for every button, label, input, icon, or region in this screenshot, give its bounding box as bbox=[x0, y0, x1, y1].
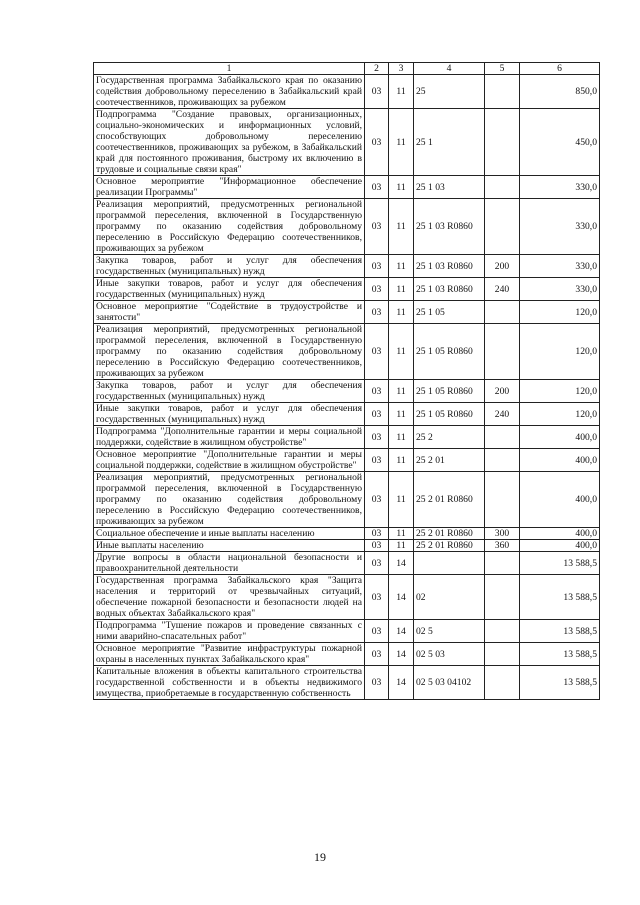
row-subsection-cell: 11 bbox=[389, 324, 414, 380]
row-name-cell: Иные выплаты населению bbox=[94, 540, 365, 552]
row-name-cell: Основное мероприятие "Содействие в трудоустройстве и занятости" bbox=[94, 301, 365, 324]
table-row bbox=[94, 199, 600, 255]
row-target-code-cell: 25 1 03 R0860 bbox=[414, 255, 485, 278]
row-subsection-cell: 11 bbox=[389, 403, 414, 426]
table-row bbox=[94, 255, 600, 278]
row-amount-cell: 13 588,5 bbox=[520, 620, 600, 643]
row-target-code-cell: 25 1 05 bbox=[414, 301, 485, 324]
row-expense-type-cell bbox=[485, 643, 520, 666]
row-target-code-cell: 25 2 bbox=[414, 426, 485, 449]
row-section-cell: 03 bbox=[365, 255, 389, 278]
row-target-code-cell: 25 2 01 bbox=[414, 449, 485, 472]
table-row bbox=[94, 176, 600, 199]
row-target-code-cell: 25 2 01 R0860 bbox=[414, 472, 485, 528]
row-name-cell: Подпрограмма "Дополнительные гарантии и меры социальной поддержки, содействие в жилищном обустройстве" bbox=[94, 426, 365, 449]
row-target-code-cell: 02 5 03 04102 bbox=[414, 666, 485, 700]
row-amount-cell: 400,0 bbox=[520, 426, 600, 449]
row-amount-cell: 13 588,5 bbox=[520, 643, 600, 666]
row-subsection-cell: 14 bbox=[389, 552, 414, 575]
row-subsection-cell: 11 bbox=[389, 109, 414, 176]
row-name-cell: Социальное обеспечение и иные выплаты населению bbox=[94, 528, 365, 540]
row-name-cell: Реализация мероприятий, предусмотренных региональной программой переселения, включенной в Государственную программу по оказанию содействия добровольному переселению в Российскую Федерацию соотечественников, проживающих за рубежом bbox=[94, 199, 365, 255]
budget-table bbox=[93, 62, 600, 700]
row-section-cell: 03 bbox=[365, 176, 389, 199]
row-subsection-cell: 11 bbox=[389, 255, 414, 278]
row-amount-cell: 330,0 bbox=[520, 176, 600, 199]
row-amount-cell: 330,0 bbox=[520, 255, 600, 278]
row-subsection-cell: 11 bbox=[389, 540, 414, 552]
row-amount-cell: 330,0 bbox=[520, 199, 600, 255]
row-section-cell: 03 bbox=[365, 528, 389, 540]
row-name-cell: Капитальные вложения в объекты капитального строительства государственной собственности и в объекты недвижимого имущества, приобретаемые в государственную собственность bbox=[94, 666, 365, 700]
row-name-cell: Основное мероприятие "Информационное обеспечение реализации Программы" bbox=[94, 176, 365, 199]
row-amount-cell: 13 588,5 bbox=[520, 666, 600, 700]
row-name-cell: Подпрограмма "Создание правовых, организационных, социально-экономических и информационных условий, способствующих добровольному переселению соотечественников, проживающих за рубежом, в Забайкальский край для постоянного проживания, быстрому их включению в трудовые и социальные связи края" bbox=[94, 109, 365, 176]
row-target-code-cell: 02 5 bbox=[414, 620, 485, 643]
row-section-cell: 03 bbox=[365, 75, 389, 109]
row-subsection-cell: 11 bbox=[389, 176, 414, 199]
table-row bbox=[94, 403, 600, 426]
row-expense-type-cell bbox=[485, 449, 520, 472]
page-number: 19 bbox=[314, 850, 326, 864]
row-target-code-cell: 25 1 05 R0860 bbox=[414, 380, 485, 403]
table-row bbox=[94, 301, 600, 324]
row-expense-type-cell: 300 bbox=[485, 528, 520, 540]
row-subsection-cell: 11 bbox=[389, 301, 414, 324]
row-section-cell: 03 bbox=[365, 199, 389, 255]
row-amount-cell: 13 588,5 bbox=[520, 575, 600, 620]
table-row bbox=[94, 575, 600, 620]
row-subsection-cell: 11 bbox=[389, 426, 414, 449]
table-row bbox=[94, 620, 600, 643]
row-section-cell: 03 bbox=[365, 109, 389, 176]
table-header-row bbox=[94, 63, 600, 75]
row-section-cell: 03 bbox=[365, 643, 389, 666]
table-row bbox=[94, 426, 600, 449]
header-cell: 2 bbox=[365, 63, 389, 75]
table-row bbox=[94, 643, 600, 666]
row-target-code-cell: 25 2 01 R0860 bbox=[414, 540, 485, 552]
table-row bbox=[94, 324, 600, 380]
header-cell: 4 bbox=[414, 63, 485, 75]
row-subsection-cell: 11 bbox=[389, 199, 414, 255]
row-section-cell: 03 bbox=[365, 575, 389, 620]
row-subsection-cell: 11 bbox=[389, 528, 414, 540]
row-subsection-cell: 14 bbox=[389, 643, 414, 666]
row-name-cell: Иные закупки товаров, работ и услуг для обеспечения государственных (муниципальных) нужд bbox=[94, 278, 365, 301]
row-expense-type-cell bbox=[485, 575, 520, 620]
row-target-code-cell: 02 5 03 bbox=[414, 643, 485, 666]
row-section-cell: 03 bbox=[365, 472, 389, 528]
row-subsection-cell: 11 bbox=[389, 449, 414, 472]
row-subsection-cell: 11 bbox=[389, 380, 414, 403]
row-name-cell: Государственная программа Забайкальского края "Защита населения и территорий от чрезвычайных ситуаций, обеспечение пожарной безопасности и безопасности людей на водных объектах Забайкальского края" bbox=[94, 575, 365, 620]
row-expense-type-cell bbox=[485, 426, 520, 449]
row-expense-type-cell bbox=[485, 301, 520, 324]
row-section-cell: 03 bbox=[365, 278, 389, 301]
table-row bbox=[94, 552, 600, 575]
header-cell: 1 bbox=[94, 63, 365, 75]
row-amount-cell: 120,0 bbox=[520, 380, 600, 403]
row-name-cell: Закупка товаров, работ и услуг для обеспечения государственных (муниципальных) нужд bbox=[94, 380, 365, 403]
header-cell: 3 bbox=[389, 63, 414, 75]
table-row bbox=[94, 75, 600, 109]
row-expense-type-cell bbox=[485, 472, 520, 528]
row-amount-cell: 120,0 bbox=[520, 403, 600, 426]
row-name-cell: Основное мероприятие "Развитие инфраструктуры пожарной охраны в населенных пунктах Забайкальского края" bbox=[94, 643, 365, 666]
row-amount-cell: 400,0 bbox=[520, 472, 600, 528]
row-name-cell: Государственная программа Забайкальского края по оказанию содействия добровольному переселению в Забайкальский край соотечественников, проживающих за рубежом bbox=[94, 75, 365, 109]
row-expense-type-cell bbox=[485, 620, 520, 643]
row-amount-cell: 450,0 bbox=[520, 109, 600, 176]
row-name-cell: Иные закупки товаров, работ и услуг для обеспечения государственных (муниципальных) нужд bbox=[94, 403, 365, 426]
row-name-cell: Реализация мероприятий, предусмотренных региональной программой переселения, включенной в Государственную программу по оказанию содействия добровольному переселению в Российскую Федерацию соотечественников, проживающих за рубежом bbox=[94, 472, 365, 528]
row-subsection-cell: 11 bbox=[389, 75, 414, 109]
row-subsection-cell: 14 bbox=[389, 620, 414, 643]
row-target-code-cell: 25 1 03 R0860 bbox=[414, 278, 485, 301]
row-expense-type-cell bbox=[485, 176, 520, 199]
row-section-cell: 03 bbox=[365, 426, 389, 449]
row-section-cell: 03 bbox=[365, 380, 389, 403]
row-name-cell: Закупка товаров, работ и услуг для обеспечения государственных (муниципальных) нужд bbox=[94, 255, 365, 278]
table-row bbox=[94, 278, 600, 301]
row-name-cell: Подпрограмма "Тушение пожаров и проведение связанных с ними аварийно-спасательных работ" bbox=[94, 620, 365, 643]
header-cell: 6 bbox=[520, 63, 600, 75]
row-expense-type-cell: 240 bbox=[485, 278, 520, 301]
row-section-cell: 03 bbox=[365, 301, 389, 324]
row-section-cell: 03 bbox=[365, 324, 389, 380]
row-section-cell: 03 bbox=[365, 403, 389, 426]
row-amount-cell: 120,0 bbox=[520, 301, 600, 324]
row-name-cell: Реализация мероприятий, предусмотренных региональной программой переселения, включенной в Государственную программу по оказанию содействия добровольному переселению в Российскую Федерацию соотечественников, проживающих за рубежом bbox=[94, 324, 365, 380]
row-section-cell: 03 bbox=[365, 449, 389, 472]
table-row bbox=[94, 380, 600, 403]
row-name-cell: Основное мероприятие "Дополнительные гарантии и меры социальной поддержки, содействие в жилищном обустройстве" bbox=[94, 449, 365, 472]
row-amount-cell: 330,0 bbox=[520, 278, 600, 301]
row-amount-cell: 120,0 bbox=[520, 324, 600, 380]
row-expense-type-cell bbox=[485, 666, 520, 700]
table-row bbox=[94, 449, 600, 472]
row-amount-cell: 400,0 bbox=[520, 449, 600, 472]
row-section-cell: 03 bbox=[365, 540, 389, 552]
row-expense-type-cell: 200 bbox=[485, 380, 520, 403]
row-amount-cell: 400,0 bbox=[520, 528, 600, 540]
table-row bbox=[94, 540, 600, 552]
table-row bbox=[94, 109, 600, 176]
row-subsection-cell: 11 bbox=[389, 472, 414, 528]
row-subsection-cell: 11 bbox=[389, 278, 414, 301]
row-section-cell: 03 bbox=[365, 666, 389, 700]
row-target-code-cell: 25 1 bbox=[414, 109, 485, 176]
table-row bbox=[94, 472, 600, 528]
row-amount-cell: 13 588,5 bbox=[520, 552, 600, 575]
row-target-code-cell bbox=[414, 552, 485, 575]
row-target-code-cell: 25 1 03 bbox=[414, 176, 485, 199]
row-target-code-cell: 25 1 03 R0860 bbox=[414, 199, 485, 255]
row-amount-cell: 850,0 bbox=[520, 75, 600, 109]
row-target-code-cell: 02 bbox=[414, 575, 485, 620]
row-expense-type-cell bbox=[485, 324, 520, 380]
row-expense-type-cell: 200 bbox=[485, 255, 520, 278]
row-name-cell: Другие вопросы в области национальной безопасности и правоохранительной деятельности bbox=[94, 552, 365, 575]
row-amount-cell: 400,0 bbox=[520, 540, 600, 552]
row-expense-type-cell bbox=[485, 199, 520, 255]
row-section-cell: 03 bbox=[365, 620, 389, 643]
table-row bbox=[94, 528, 600, 540]
table-row bbox=[94, 666, 600, 700]
row-expense-type-cell: 360 bbox=[485, 540, 520, 552]
row-subsection-cell: 14 bbox=[389, 666, 414, 700]
row-target-code-cell: 25 bbox=[414, 75, 485, 109]
row-expense-type-cell bbox=[485, 75, 520, 109]
row-target-code-cell: 25 2 01 R0860 bbox=[414, 528, 485, 540]
row-target-code-cell: 25 1 05 R0860 bbox=[414, 403, 485, 426]
row-target-code-cell: 25 1 05 R0860 bbox=[414, 324, 485, 380]
row-section-cell: 03 bbox=[365, 552, 389, 575]
header-cell: 5 bbox=[485, 63, 520, 75]
row-subsection-cell: 14 bbox=[389, 575, 414, 620]
row-expense-type-cell bbox=[485, 552, 520, 575]
row-expense-type-cell bbox=[485, 109, 520, 176]
row-expense-type-cell: 240 bbox=[485, 403, 520, 426]
